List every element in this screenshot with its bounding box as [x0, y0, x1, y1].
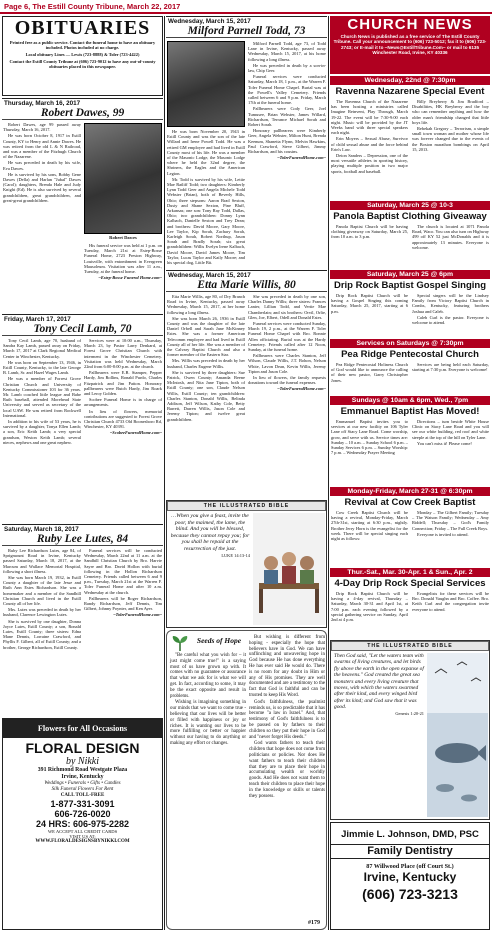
- dentist-phone[interactable]: (606) 723-3213: [362, 886, 458, 902]
- lamb-para: He was born on September 13, 1946, in Estill County, Kentucky, to the late George B. Lamb, Sr. and Hazel Wages Lamb.: [3, 359, 81, 376]
- obituaries-masthead: [2, 16, 163, 96]
- willis-para: Mrs. Willis was preceded in death by her husband, Charles Eugene Willis.: [167, 358, 245, 369]
- dawes-date: Thursday, March 16, 2017: [4, 100, 81, 107]
- cc-text-6b: [412, 510, 489, 566]
- cc-text-5b: [412, 419, 489, 485]
- willis-para: She is survived by three daughters: Sue Patrick, Owen County; Amanda Beene McIntosh, and Nita Jane Tipton, both of Estill County; one son, Claude Nelson Willis, Estill County; ten grandchildren: Charles Stanton, Donald Willis, Belinda Addison, Jeff Wilson, Kathy Cole, Betty Barrett, Darren Willis, Jason Cole and Jeremy Tipton; and twelve great grandchildren.: [167, 369, 245, 422]
- lutes-date: Saturday, March 18, 2017: [4, 526, 79, 533]
- cc-text-2a: [331, 224, 408, 268]
- lamb-text-left: [3, 338, 81, 523]
- obituaries-info-2: Local obituary Lines — Lewis (723-8888) & Toler (723-4422): [25, 52, 140, 57]
- lamb-name: Tony Cecil Lamb, 70: [33, 323, 132, 335]
- willis-para: Funeral services were conducted Sunday, March 19, 2 p.m., at the Warren F. Toler Funeral Home Chapel with Bro. Ronnie Allen officiating. Burial was at the Hardy Cemetery. Friends called after 12 Noon, Sunday, at the funeral home.: [248, 321, 326, 353]
- todd-para: Pallbearers were Cody Geer, Joel Tumusee, Brian Webster, James Willard, Richardson, Terrance Michael Sorah and Robert Sorah.: [248, 106, 326, 128]
- cc-para: The church is located at 1071 Panola Road, Waco. You can also turn on Highway 499 off KY 52 just McDonalds and it is approximately 13 minutes. Everyone is welcome.: [412, 224, 489, 250]
- florist-by: by Nikki: [65, 756, 100, 767]
- obituaries-info-3: Contact the Estill County Tribune at (606) 723-9012 to have any out-of-county obituaries placed in this newspaper.: [9, 59, 156, 69]
- cc-para: Deion Sanders – Depression, one of the most versatile athletes in sporting history, playing multiple position in two major sports, football and baseball.: [331, 153, 408, 174]
- todd-signature: ~TolerFuneralHome.com~: [277, 155, 326, 161]
- cc-text-2b: [412, 224, 489, 268]
- florist-services: Weddings • Funerals • Gifts • Candles: [44, 781, 121, 786]
- seeds-number: #179: [308, 920, 320, 926]
- todd-para: He was preceded in death by a son-in-law, Chip Geer.: [248, 62, 326, 74]
- cc-bar-1: Wednesday, 22nd @ 7:30pm: [330, 76, 490, 85]
- cc-bar-7: Thur.-Sat., Mar. 30-Apr. 1 & Sun., Apr. 2: [330, 568, 490, 577]
- lamb-signature: ~ScobeeFuneralHome.com~: [109, 430, 162, 436]
- dawes-header: [2, 98, 163, 120]
- sprout-icon: [170, 634, 190, 652]
- cc-text-4b: [412, 362, 489, 394]
- cc-para: Evangelists for these services will be Bro. Donald Vaughn and Bro. Coffee. Bro. Keith Curl and the congregation invite everyone to attend.: [412, 591, 489, 612]
- lutes-para: Funeral services will be conducted Wednesday, March 22nd at 11 a.m. at the Sandhill Christian Church by Bro. Harvie Sayre and Bro. David Hollon with burial following in the Hollon Richardson Cemetery. Friends called between 6 and 9 p.m., Tuesday, March 21st at the Warren F. Toler Funeral Home and after 10 a.m. Wednesday at the church.: [84, 548, 162, 595]
- lutes-name: Ruby Lee Lutes, 84: [36, 533, 129, 545]
- todd-para: Milford Parnell Todd, age 73, of Todd Lane in Irvine, Kentucky, passed away Wednesday, March 15, 2017, at his home following a long illness.: [248, 41, 326, 62]
- cc-text-3b: [412, 293, 489, 337]
- dentist-name: Jimmie L. Johnson, DMD, PSC: [341, 829, 479, 840]
- feast-illustration: [253, 513, 325, 625]
- cc-title-7: 4-Day Drip Rock Special Services: [334, 578, 486, 589]
- cc-para: Everyone is invited to attend.: [417, 531, 469, 537]
- florist-phone-tollfree[interactable]: 1-877-331-3091: [50, 799, 115, 809]
- lutes-text-left: [3, 548, 81, 716]
- todd-para: Funeral services were conducted Saturday, March 18, 1 p.m., at the Warren F. Toler Funeral Home Chapel. Burial was at the Powell's Valley Cemetery. Friends called between 6 and 9 p.m. Friday, March 17th at the funeral home.: [248, 74, 326, 106]
- bible-banner: THE ILLUSTRATED BIBLE: [167, 501, 326, 511]
- cc-title-5: Emmanuel Baptist Has Moved!: [340, 406, 480, 417]
- todd-para: Honorary pallbearers were Kimberly Geer, Angela Webster, Milton Hunt, Brenda Keenum, Shanetta Flynn, Melvin Hawkins, Paul Crawford, Steve Gilbert, Jimmy Richardson, and his cousins.: [248, 128, 326, 155]
- cc-para: Special singers will be the Lindsey Family from Victory Baptist Church in Combs, Kentucky, featuring brothers Joshua and Caleb.: [412, 293, 489, 314]
- cc-para: Directions – turn beside White House Clinic on Stacy Lane Road and you will see our white building, red roof and white steeple at the top of the hill on Tyler Lane.: [412, 419, 489, 440]
- cc-title-4: Pea Ridge Pentecostal Church: [341, 349, 479, 360]
- cc-para: Billy Breyberry & Jim Bradford – Disabilities, HK Breyberry and the boy who can remember anything and how the older man's friendship changed that little boys life.: [412, 99, 489, 125]
- florist-city: Irvine, Kentucky: [61, 774, 104, 780]
- lamb-para: In addition to his wife of 53 years, he is survived by a daughter, Tonya Ellen Lamb; a son, Eric Keith Lamb; a very special grandson, Weston Keith Lamb; several nieces, nephews and one great nephew.: [3, 419, 81, 445]
- cc-bar-5: Sundays @ 10am & 6pm, Wed., 7pm: [330, 396, 490, 405]
- willis-para: She was preceded in death by one son, Charles Danny Willis; three sisters: Frances Lanier, Lillian Todd, and Vertie Mae Chamberlain; and six brothers: Orvil, Orlie, Glen, Joe, Elbert, Odell and Donald Estes.: [248, 294, 326, 320]
- todd-para: He was born November 20, 1943 in Estill County and was the son of the late Willard and Irene Powell Todd. He was a retired GM employee and had lived in Estill County most of his life. He was a member of the Masonic Lodge, the Masonic Lodge where he held the 32nd degree, the Shriners, the Eagles and the American Legion.: [167, 129, 245, 176]
- seeds-para: "Be careful what you wish for – it just might come true!" is a saying most of us have grown up with. It comes with no guarantee or assurance that what we ask for is what we will get. In fact, according to some, it may be the exact opposite and result in problems.: [170, 653, 246, 699]
- willis-para: She was born March 26, 1936 in Estill County and was the daughter of the late Daniel Orbell and Sarah Jane McKinney Estes. She was a former American Telecomm employee and had lived in Estill County all of her life. She was a member of the Calvary Baptist Church and also a former member of the Eastern Star.: [167, 315, 245, 358]
- dentist-practice: Family Dentistry: [331, 844, 489, 859]
- bible-verse: Then God said, "Let the waters team with swarms of living creatures, and let birds fly above the earth in the open expanse of the heavens." God created the great sea monsters and every living creature that moves, with which the waters swarmed after their kind, and every winged bird after its kind; and God saw that it was good.: [334, 653, 424, 711]
- dawes-para: He was born October 8, 1917 in Estill County, KY to Henry and Annie Dawes. He was retired from the old L & N Railroad, and was a member of the Fitzhugh Church of the Nazarene.: [3, 133, 81, 160]
- cc-title-1: Ravenna Nazarene Special Event: [335, 86, 485, 97]
- willis-date: Wednesday, March 15, 2017: [168, 272, 251, 279]
- cc-para: Emmanuel Baptist invites you to services at our new facility on 106 Tyler Lane off Stacy Lane Road. Come worship, grow, and serve with us. Service times are: Sunday – 10 a.m. – Sunday School 6 p.m. – Sunday Services 6 p.m. – Sunday Worship: 7 p.m. – Wednesday Prayer Meeting: [331, 419, 408, 456]
- willis-para: Etta Marie Willis, age 80, of Dry Branch Road in Irvine, Kentucky, passed away Wednesday, March 15, 2017, at her home following a long illness.: [167, 294, 245, 315]
- obituaries-title: OBITUARIES: [14, 17, 151, 39]
- willis-text-left: [167, 294, 245, 498]
- cc-bar-3: Saturday, March 25 @ 6pm: [330, 270, 490, 279]
- obituaries-info-1: Printed free as a public service. Contact the funeral home to have an obituary included. Photos included at no charge.: [9, 40, 156, 50]
- dawes-signature: ~Estep-Bosse Funeral Home.com~: [98, 275, 162, 281]
- willis-text-right: [248, 294, 326, 498]
- seeds-of-hope: [166, 630, 327, 930]
- sea-creatures-illustration: [427, 653, 488, 817]
- cc-para: Monday – The Gilbert Family; Tuesday – The Watson Family; Wednesday – Amy Riddell; Thursday – God's Family Connection; Friday – The Full Creek Boys.: [412, 510, 489, 531]
- todd-header: [166, 16, 327, 38]
- seeds-title: Seeds of Hope: [196, 636, 242, 645]
- dentist-city: Irvine, Kentucky: [363, 870, 457, 884]
- lutes-header: [2, 524, 163, 546]
- todd-text-left: [167, 129, 245, 269]
- dawes-para: He is survived by his sons, Bobby Gene Dawes (Della) and Harlan "Jubal" Dawes (Carol); daughters, Brenda Hale and Judy Knight (Ed). He is also survived by several grandchildren, great grandchildren, and great-great grandchildren.: [3, 171, 81, 203]
- florist-visit: VISIT US AT:: [69, 834, 96, 840]
- illustrated-bible-luke: [166, 500, 327, 628]
- cc-para: Drip Rock Baptist Church will be having a Gospel Singing this coming Saturday, March 25, 2017, starting at 6 p.m.: [331, 293, 408, 314]
- florist-silk: Silk Funeral Flowers For Rent: [51, 787, 114, 792]
- florist-address: 391 Richmond Road Westgate Plaza: [37, 767, 128, 773]
- cc-title-3: Drip Rock Baptist Gospel Singing: [333, 280, 486, 291]
- church-news-title: CHURCH NEWS: [347, 16, 473, 33]
- florist-website-link[interactable]: WWW.FLORALDESIGNSBYNIKKI.COM: [35, 839, 130, 845]
- lamb-para: Scobee Funeral Home is in charge of arrangements.: [84, 397, 162, 408]
- bible-verse-block: [170, 513, 250, 623]
- cc-text-7b: [412, 591, 489, 637]
- cc-para: Rebekah Gregory – Terrorism, a simple small town woman and mother whose life was forever changed due to the events of the Boston marathon bombings on April 15, 2013.: [412, 126, 489, 152]
- bible-verse-ref: LUKE 14:13-14: [221, 552, 250, 558]
- cc-text-1b: [412, 99, 489, 199]
- dawes-name: Robert Dawes, 99: [40, 107, 125, 119]
- bible-verse-block: [334, 653, 424, 815]
- lamb-para: In lieu of flowers, memorial contributions are suggested to Forest Grove Christian Church 4733 Old Boonesboro Rd, Winchester, KY 40391.: [84, 408, 162, 430]
- cc-text-5a: [331, 419, 408, 485]
- cc-para: The Ravenna Church of the Nazarene has been hosting a ministries called Imagine Reinvent, Play Through, March 19-22. The event will be 7:30-9:00 each night. Music will be provided by the JT Weeks band with three special speakers each night.: [331, 99, 408, 136]
- seeds-text-right: [249, 635, 325, 917]
- cc-text-7a: [331, 591, 408, 637]
- florist-name: FLORAL DESIGN: [25, 740, 140, 756]
- lutes-para: Ruby Lee Richardson Lutes, age 84, of Sprigmount Road in Irvine, Kentucky passed Saturday, March 18, 2017, at the Marcum and Wallace Memorial Hospital, following a short illness.: [3, 548, 81, 574]
- lamb-date: Friday, March 17, 2017: [4, 316, 71, 323]
- cc-text-1a: [331, 99, 408, 199]
- church-news-subtitle: Church News is published as a free service of The Estill County Tribune. Call your announcement to (606) 723-5012; fax it to (606) 723-2743; or E-mail it to ~News@EstillTribune.Com~ or mail to 6135 Winchester Road, Irvine, KY 40336: [333, 34, 487, 56]
- column-divider: [328, 16, 329, 930]
- cc-para: Erin Moyers – Sexual Abuse, Survivor of child sexual abuse and the force behind Erin's Law.: [331, 136, 408, 152]
- dawes-text-left: [3, 122, 81, 314]
- lamb-para: Services were at 10:00 a.m., Thursday, March 23, by Pastor Larry Denkard, at Forest Grove Christian Church with interment in the Winchester Cemetery. Visitation was held Wednesday, March 22nd from 6:00-8:00 p.m. at the church.: [84, 338, 162, 370]
- dawes-photo: [84, 123, 162, 234]
- cc-bar-6: Monday-Friday, March 27-31 @ 6:30pm: [330, 487, 490, 496]
- willis-signature: ~TolerFuneralHome.com~: [277, 386, 326, 392]
- cc-para: Cow Creek Baptist Church will be having a revival, Monday-Friday, March 27th-31st, starting at 6:30 p.m., nightly. Brother Jerry Horn is the evangelist for the week. There will be special singing each night as follows:: [331, 510, 408, 542]
- cc-title-6: Revival at Cow Creek Baptist: [344, 497, 476, 508]
- florist-call: CALL TOLL-FREE: [60, 793, 105, 798]
- cc-para: Caleb Curl is the pastor. Everyone is welcome to attend.: [412, 314, 489, 326]
- todd-text-right: [248, 41, 326, 269]
- todd-date: Wednesday, March 15, 2017: [168, 18, 251, 25]
- cc-title-2: Panola Baptist Clothing Giveaway: [333, 211, 487, 222]
- lamb-para: Tony Cecil Lamb, age 70, husband of Sandra Kay Lamb, passed away on Friday, March 17, 2017 at Clark Regional Medical Center in Winchester, Kentucky.: [3, 338, 81, 359]
- florist-phone-24hr[interactable]: 24 HRS: 606-975-2282: [35, 819, 130, 829]
- willis-para: In lieu of flowers, the family requests donations toward the funeral expenses.: [248, 375, 326, 386]
- lutes-para: She is survived by one daughter, Donna Joyce Lutes, Estill County; a son, Ronald Lutes, Estill County; three sisters: Edna Mane Dennis, Lorraine Crawford, and Phyllis F. Gilbert, all of Estill County; and a brother, George Richardson, Estill County.: [3, 618, 81, 650]
- dawes-para: His funeral service was held at 1 p.m. on Tuesday, March 21st at Estep-Bosse Funeral Home, 2723 Preston Highway, Louisville, with entombment in Evergreen Mausoleum. Visitation was after 11 a.m., Tuesday, at the funeral home.: [84, 243, 162, 275]
- page-header: Page 6, The Estill County Tribune, March 22, 2017: [0, 0, 492, 14]
- lamb-header: [2, 314, 163, 336]
- cc-para: You can't miss it! Please come!: [417, 440, 472, 446]
- florist-cards: WE ACCEPT ALL CREDIT CARDS: [47, 829, 118, 834]
- lamb-para: He was a member of Forrest Grove Christian Church and University of Kentucky Commissioner 103 for 36 years. Mr. Lamb coached little league and Babe Ruth baseball, attended Morehead State University and served as secretary of the local UAW. He was retired from Rockwell International.: [3, 376, 81, 418]
- willis-para: Pallbearers were Charles Stanton, Jeff Wilson, Claude Willis, J.T. Bohon, Nelson White, Lavon Dean, Kevin Willis, Jeremy Tipton and Jason Cole.: [248, 353, 326, 374]
- seeds-para: God's faithfulness, the psalmist reminds us, is so predictable that it has become "a law in Israel." And, that testimony of God's faithfulness is to be passed on by fathers to their children so they put their hope in God and "never forget His deeds.": [249, 699, 325, 740]
- todd-para: Mr. Todd is survived by his wife, Lettie Mae Ratliff Todd; two daughters: Kimberly Lynn Todd Geer and Angela Michele Todd Webster (Brian), both of Beverly Hills, Ohio; three stepsons: Aaron Brad Sexton, Dusty and Shane Sexton, Pine Bluff, Arkansas; one son: Tony Ray Todd, Dallas, Ohio; two grandchildren: Donny Lynn Kalbach, Danielle Sexton and Trey Dean; and brothers: David Moore, Gary Moore, Lee Taylor, Kip Sorah, Zachary Sorah, Karleigh Sorah, Robert Northup, Jason Sorah and Bradly Sorah; six great grandchildren: Willis Evelyn Irene Kalbach, David Moore, David James Moore, Tim Taylor, Lucas Taylor and Kaily Moore; and his special dog, Little Bit.: [167, 176, 245, 266]
- cc-text-4a: [331, 362, 408, 394]
- lutes-signature: ~TolerFuneralHome.com~: [113, 612, 162, 618]
- lutes-para: Mrs. Lutes was preceded in death by her husband, Clarence Lewington Lutes.: [3, 607, 81, 618]
- lamb-para: Pallbearers were E.B. Stamper, Pepper Hardy, Jim Rollins, Ronald Purdo, Charles Fitzpatrick and Jim Patton. Honorary pallbearers were Butch Hardy, Jim Roark and Leroy Golden.: [84, 370, 162, 397]
- cc-para: Drip Rock Baptist Church will be having a 4-day revival, Thursday – Saturday, March 30-31 and April 1st, at 7:00 p.m. each evening followed by a special gathering service on Sunday, April 2nd at 4 p.m.: [331, 591, 408, 623]
- florist-phone-local[interactable]: 606-726-0020: [54, 809, 111, 819]
- seeds-text-left: [170, 653, 246, 925]
- floral-design-ad: [2, 718, 163, 930]
- dentist-ad: [330, 822, 490, 930]
- cc-bar-2: Saturday, March 25 @ 10-3: [330, 201, 490, 210]
- cc-text-3a: [331, 293, 408, 337]
- florist-tagline: Flowers for All Occasions: [3, 719, 162, 738]
- lamb-text-right: [84, 338, 162, 523]
- cc-text-6a: [331, 510, 408, 566]
- dawes-para: Robert Dawes, age 99 passed away Thursday, March 16, 2017.: [3, 122, 81, 133]
- bible-verse-ref: Genesis 1:20-21: [395, 710, 424, 716]
- seeds-para: God wants fathers to teach their children that hope does not come from politicians or policies. Nor does He want fathers to teach their children that they are to place their hope in accumulating wealth or worldly goods. And He does not want them to teach their children to place their hope in the knowledge or skills or talents they possess.: [249, 741, 325, 799]
- willis-name: Etta Marie Willis, 80: [197, 279, 296, 291]
- illustrated-bible-genesis: [330, 640, 490, 820]
- bible-verse: …When you give a feast, invite the poor, the maimed, the lame, the blind. And you will be blessed, because they cannot repay you; for you shall be repaid at the resurrection of the just.: [170, 513, 250, 552]
- seeds-para: But wishing is different from hoping - especially the hope that believers have in God. We can have unflinching and unwavering hope in God because He has done everything He has ever said He would do. There is no room for any doubt in Him or any of His promises. They are well documented and are a testimony to the fact that God is faithful and can be trusted to keep His Word.: [249, 635, 325, 698]
- dawes-text-right: [84, 243, 162, 305]
- dawes-photo-caption: Robert Dawes: [109, 235, 137, 240]
- seeds-para: Wishing is imagining something in our minds that we want to come true - believing that our lives will be better or filled with happiness or joy or riches. It is wanting our lives to be more fulfilling or better or happier without our having to do anything or making any effort or changes.: [170, 700, 246, 746]
- church-news-masthead: [330, 16, 490, 74]
- cc-para: Services are being held each Saturday, starting at 7:30 p.m. Everyone is welcome!: [412, 362, 489, 373]
- column-divider: [164, 16, 165, 930]
- lutes-text-right: [84, 548, 162, 716]
- cc-para: Pea Ridge Pentecostal Holiness Church of God would like to announce the calling of their new pastor, Garry Christopher Jones.: [331, 362, 408, 383]
- lutes-para: Pallbearers will be Roger Richardson, Randy Richardson, Jeff Dennis, Tim Gilbert, Johnny Poynter, and Ken Ayer.: [84, 595, 162, 612]
- lutes-para: She was born March 19, 1932, in Estill County a daughter of the late Jesse and Ruth Ann Estes Richardson. She was a homemaker and a member of the Sandhill Christian Church and lived in the Estill County all of her life.: [3, 575, 81, 607]
- cc-para: Panola Baptist Church will be having clothing giveaway on Saturday, March 25, from 10 a.m. to 3 p.m.: [331, 224, 408, 240]
- dawes-para: He was preceded in death by his wife, Eva Dawes.: [3, 160, 81, 171]
- bible-banner: THE ILLUSTRATED BIBLE: [331, 641, 489, 651]
- dentist-address: 87 Willwood Place (off Court St.): [366, 863, 454, 870]
- todd-photo: [167, 41, 245, 127]
- willis-header: [166, 270, 327, 292]
- todd-name: Milford Parnell Todd, 73: [187, 25, 306, 37]
- cc-bar-4: Services on Saturdays @ 7:30pm: [330, 339, 490, 348]
